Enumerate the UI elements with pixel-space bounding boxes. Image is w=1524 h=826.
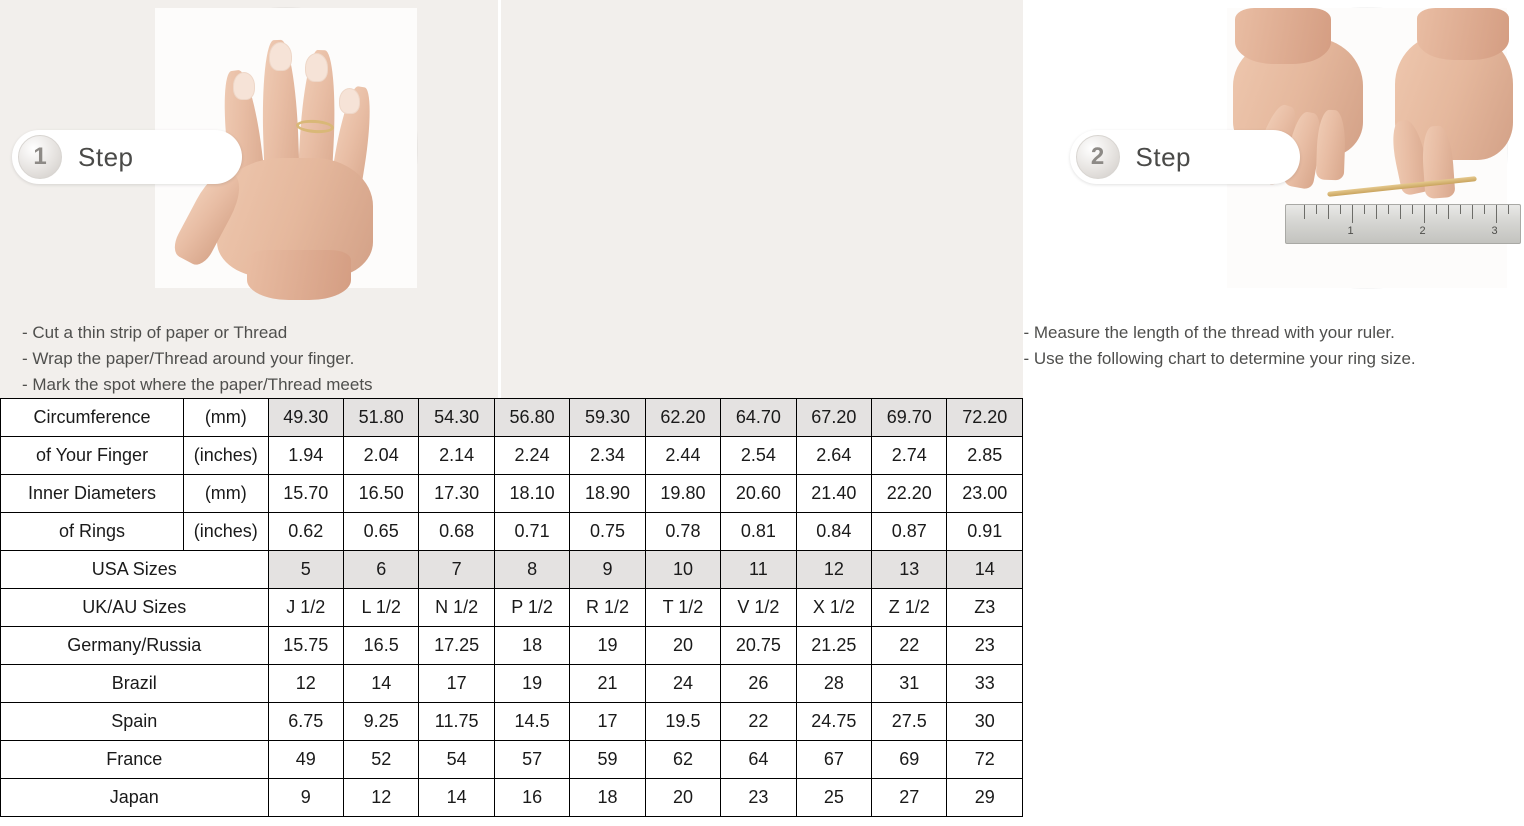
cell: 11.75 <box>419 703 494 741</box>
row-label-usa: USA Sizes <box>1 551 269 589</box>
cell: 21.40 <box>796 475 871 513</box>
cell: 14 <box>343 665 418 703</box>
cell: 13 <box>872 551 947 589</box>
cell: Z 1/2 <box>872 589 947 627</box>
step-2-badge <box>1070 130 1300 184</box>
cell: 7 <box>419 551 494 589</box>
row-label-uk-au: UK/AU Sizes <box>1 589 269 627</box>
cell: 0.65 <box>343 513 418 551</box>
cell: 72 <box>947 741 1023 779</box>
cell: 0.71 <box>494 513 569 551</box>
cell: 2.34 <box>570 437 645 475</box>
cell: 0.91 <box>947 513 1023 551</box>
table-row <box>1 627 1023 665</box>
cell: 22 <box>721 703 796 741</box>
cell: 57 <box>494 741 569 779</box>
cell: 6 <box>343 551 418 589</box>
row-label-circumference-2: of Your Finger <box>1 437 184 475</box>
cell: 17.30 <box>419 475 494 513</box>
cell: 64 <box>721 741 796 779</box>
cell: 30 <box>947 703 1023 741</box>
cell: V 1/2 <box>721 589 796 627</box>
right-hand-wrist <box>1417 8 1509 60</box>
cell: 24 <box>645 665 720 703</box>
table-row <box>1 399 1023 437</box>
unit-mm: (mm) <box>184 399 268 437</box>
cell: 22 <box>872 627 947 665</box>
cell: 27.5 <box>872 703 947 741</box>
ruler-mark-3: 3 <box>1491 225 1498 237</box>
cell: 31 <box>872 665 947 703</box>
table-row <box>1 703 1023 741</box>
nail-ring <box>305 53 328 82</box>
cell: 52 <box>343 741 418 779</box>
cell: 51.80 <box>343 399 418 437</box>
step-panel-1 <box>0 0 512 398</box>
cell: T 1/2 <box>645 589 720 627</box>
cell: 0.87 <box>872 513 947 551</box>
step-1-instructions <box>22 320 482 398</box>
cell: 12 <box>343 779 418 817</box>
cell: 62 <box>645 741 720 779</box>
table-row <box>1 665 1023 703</box>
cell: 59 <box>570 741 645 779</box>
row-label-japan: Japan <box>1 779 269 817</box>
table-row <box>1 779 1023 817</box>
cell: 0.78 <box>645 513 720 551</box>
cell: 23 <box>947 627 1023 665</box>
cell: 25 <box>796 779 871 817</box>
nail-middle <box>269 42 292 71</box>
row-label-spain: Spain <box>1 703 269 741</box>
cell: L 1/2 <box>343 589 418 627</box>
cell: 0.81 <box>721 513 796 551</box>
cell: 64.70 <box>721 399 796 437</box>
row-label-brazil: Brazil <box>1 665 269 703</box>
cell: 0.75 <box>570 513 645 551</box>
cell: 18.90 <box>570 475 645 513</box>
cell: 27 <box>872 779 947 817</box>
nail-index <box>233 72 255 100</box>
cell: 11 <box>721 551 796 589</box>
cell: 21 <box>570 665 645 703</box>
row-label-inner-diameter-2: of Rings <box>1 513 184 551</box>
table-row <box>1 437 1023 475</box>
cell: 14 <box>947 551 1023 589</box>
cell: 24.75 <box>796 703 871 741</box>
ruler-mark-2: 2 <box>1419 225 1426 237</box>
step-1-label: Step <box>78 141 134 172</box>
cell: 9 <box>268 779 343 817</box>
unit-inches-2: (inches) <box>184 513 268 551</box>
cell: 18 <box>570 779 645 817</box>
cell: 67.20 <box>796 399 871 437</box>
unit-inches: (inches) <box>184 437 268 475</box>
cell: 0.62 <box>268 513 343 551</box>
cell: 69.70 <box>872 399 947 437</box>
cell: 49.30 <box>268 399 343 437</box>
cell: 16.50 <box>343 475 418 513</box>
cell: 2.64 <box>796 437 871 475</box>
cell: 23.00 <box>947 475 1023 513</box>
cell: 12 <box>796 551 871 589</box>
cell: 2.74 <box>872 437 947 475</box>
cell: 2.85 <box>947 437 1023 475</box>
cell: 19 <box>570 627 645 665</box>
step-2-number: 2 <box>1076 135 1120 179</box>
table-row <box>1 475 1023 513</box>
ruler <box>1285 204 1521 244</box>
cell: 17 <box>419 665 494 703</box>
cell: 54.30 <box>419 399 494 437</box>
step-2-label: Step <box>1135 141 1191 172</box>
unit-mm-2: (mm) <box>184 475 268 513</box>
cell: 17.25 <box>419 627 494 665</box>
cell: 1.94 <box>268 437 343 475</box>
cell: 29 <box>947 779 1023 817</box>
cell: 14 <box>419 779 494 817</box>
cell: 67 <box>796 741 871 779</box>
cell: 16.5 <box>343 627 418 665</box>
table-row <box>1 589 1023 627</box>
ruler-mark-1: 1 <box>1347 225 1354 237</box>
cell: 20.75 <box>721 627 796 665</box>
row-label-france: France <box>1 741 269 779</box>
cell: R 1/2 <box>570 589 645 627</box>
nail-pinky <box>339 88 360 114</box>
cell: 20 <box>645 627 720 665</box>
cell: 20.60 <box>721 475 796 513</box>
cell: 2.04 <box>343 437 418 475</box>
cell: 0.84 <box>796 513 871 551</box>
cell: 62.20 <box>645 399 720 437</box>
cell: 10 <box>645 551 720 589</box>
cell: 17 <box>570 703 645 741</box>
step-panel-2 <box>512 0 1498 398</box>
cell: 59.30 <box>570 399 645 437</box>
cell: 2.44 <box>645 437 720 475</box>
step-2-bullet-1: - Measure the length of the thread with your ruler. <box>1023 323 1395 342</box>
cell: 23 <box>721 779 796 817</box>
cell: 26 <box>721 665 796 703</box>
cell: 72.20 <box>947 399 1023 437</box>
cell: 16 <box>494 779 569 817</box>
cell: 0.68 <box>419 513 494 551</box>
table-row <box>1 551 1023 589</box>
cell: 19 <box>494 665 569 703</box>
cell: 2.54 <box>721 437 796 475</box>
cell: 19.80 <box>645 475 720 513</box>
row-label-inner-diameter: Inner Diameters <box>1 475 184 513</box>
cell: 56.80 <box>494 399 569 437</box>
cell: 22.20 <box>872 475 947 513</box>
cell: 9.25 <box>343 703 418 741</box>
cell: 2.14 <box>419 437 494 475</box>
step-1-badge <box>12 130 242 184</box>
step-1-bullet-3: - Mark the spot where the paper/Thread meets <box>22 375 373 394</box>
cell: 49 <box>268 741 343 779</box>
cell: 15.70 <box>268 475 343 513</box>
left-hand-wrist <box>1235 8 1331 64</box>
wrist <box>247 250 351 300</box>
cell: 18.10 <box>494 475 569 513</box>
cell: 21.25 <box>796 627 871 665</box>
cell: 28 <box>796 665 871 703</box>
cell: 20 <box>645 779 720 817</box>
step-2-bullet-2: - Use the following chart to determine your ring size. <box>1023 349 1416 368</box>
step-2-instructions <box>1024 320 1524 372</box>
panel-divider <box>498 0 501 398</box>
cell: 69 <box>872 741 947 779</box>
cell: 6.75 <box>268 703 343 741</box>
step-1-bullet-2: - Wrap the paper/Thread around your finger. <box>22 349 355 368</box>
cell: 12 <box>268 665 343 703</box>
cell: 15.75 <box>268 627 343 665</box>
step-1-bullet-1: - Cut a thin strip of paper or Thread <box>22 323 288 342</box>
ring-size-table <box>0 398 1023 817</box>
cell: J 1/2 <box>268 589 343 627</box>
table-row <box>1 513 1023 551</box>
row-label-germany-russia: Germany/Russia <box>1 627 269 665</box>
step-1-number: 1 <box>18 135 62 179</box>
cell: 9 <box>570 551 645 589</box>
row-label-circumference: Circumference <box>1 399 184 437</box>
cell: 5 <box>268 551 343 589</box>
cell: Z3 <box>947 589 1023 627</box>
cell: 18 <box>494 627 569 665</box>
cell: 14.5 <box>494 703 569 741</box>
cell: 19.5 <box>645 703 720 741</box>
ring-size-table-wrapper <box>0 398 1023 826</box>
cell: P 1/2 <box>494 589 569 627</box>
cell: 8 <box>494 551 569 589</box>
cell: 2.24 <box>494 437 569 475</box>
cell: N 1/2 <box>419 589 494 627</box>
table-row <box>1 741 1023 779</box>
cell: 33 <box>947 665 1023 703</box>
cell: X 1/2 <box>796 589 871 627</box>
steps-section <box>0 0 1498 398</box>
cell: 54 <box>419 741 494 779</box>
